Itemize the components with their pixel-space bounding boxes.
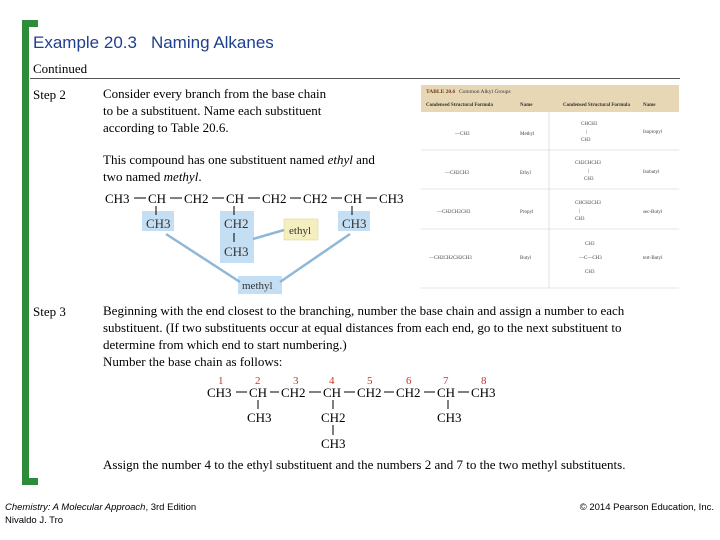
chain-atom: CH (437, 385, 456, 400)
table-cell: —CH2CH2CH2CH3 (429, 256, 472, 261)
table-cell: Ethyl (520, 171, 531, 176)
table-cell: CH3 (575, 217, 585, 222)
step-3-line: substituent. (If two substituents occur at equal distances from each end, go to the next substituent to (103, 320, 622, 335)
table-cell: CH3 (584, 177, 594, 182)
copyright: © 2014 Pearson Education, Inc. (579, 502, 714, 513)
chain-atom: CH (226, 191, 245, 206)
chain-atom: CH (323, 385, 342, 400)
chain-number: 3 (293, 375, 299, 387)
book-title: Chemistry: A Molecular Approach (5, 502, 146, 513)
methyl-arrow-right (280, 234, 350, 282)
table-cell: CH3 (585, 242, 595, 247)
ethyl-arrow (253, 230, 284, 239)
table-cell: tert-Butyl (643, 256, 663, 261)
molecule-2-diagram (200, 372, 510, 452)
green-bracket-bottom (22, 478, 38, 485)
book-edition: , 3rd Edition (145, 502, 197, 513)
step-2-note (103, 151, 413, 185)
ethyl-label: ethyl (289, 225, 311, 237)
substituent-methyl: CH3 (247, 410, 272, 425)
chain-atom: CH3 (105, 191, 130, 206)
chain-atom: CH (344, 191, 363, 206)
chain-atom: CH (249, 385, 268, 400)
chain-atom: CH2 (357, 385, 382, 400)
table-header: Name (520, 103, 533, 108)
chain-atom: CH3 (207, 385, 232, 400)
table-cell: | (588, 169, 590, 174)
table-cell: Isobutyl (643, 170, 660, 175)
continued-label: Continued (33, 61, 88, 76)
step-2-line: according to Table 20.6. (103, 120, 229, 135)
table-cell: | (586, 130, 588, 135)
chain-atom: CH (148, 191, 167, 206)
table-cell: —C—CH3 (579, 256, 602, 261)
step-3-line: determine from which end to start numbering.) (103, 337, 347, 352)
chain-atom: CH2 (396, 385, 421, 400)
step-2-line: to be a substituent. Name each substituent (103, 103, 322, 118)
table-header: Condensed Structural Formula (563, 103, 630, 108)
table-header: Name (643, 103, 656, 108)
step-2-label: Step 2 (33, 87, 66, 102)
table-cell: —CH2CH2CH3 (437, 210, 471, 215)
step-2-text (103, 85, 403, 136)
table-cell: | (579, 209, 581, 214)
step-3-line: Beginning with the end closest to the branching, number the base chain and assign a number to each (103, 303, 625, 318)
table-header: Condensed Structural Formula (426, 103, 493, 108)
chain-number: 8 (481, 375, 487, 387)
table-cell: CH2CHCH3 (575, 161, 601, 166)
substituent-methyl: CH3 (437, 410, 462, 425)
chain-number: 6 (406, 375, 412, 387)
chain-atom: CH2 (281, 385, 306, 400)
chain-atom: CH2 (262, 191, 287, 206)
step-3-line: Number the base chain as follows: (103, 354, 283, 369)
example-title: Naming Alkanes (150, 33, 274, 52)
table-cell: sec-Butyl (643, 210, 663, 215)
chain-atom: CH3 (471, 385, 496, 400)
chain-number: 5 (367, 375, 373, 387)
table-cell: CH3 (581, 138, 591, 143)
table-cell: Butyl (520, 256, 532, 261)
alkyl-groups-table (421, 85, 679, 289)
step-2-line: Consider every branch from the base chain (103, 86, 327, 101)
page-title (33, 33, 274, 53)
green-bracket-bar (22, 20, 29, 485)
step-3-text (103, 302, 683, 370)
substituent-ethyl-ch3: CH3 (224, 244, 249, 259)
chain-number: 2 (255, 375, 261, 387)
chain-atom: CH2 (303, 191, 328, 206)
methyl-label: methyl (242, 280, 273, 292)
chain-number: 1 (218, 375, 224, 387)
example-number: Example 20.3 (33, 33, 137, 52)
divider (30, 78, 680, 79)
step-3-label: Step 3 (33, 304, 66, 319)
chain-number: 7 (443, 375, 449, 387)
molecule-1-diagram (100, 186, 415, 296)
table-cell: Isopropyl (643, 130, 663, 135)
substituent-ethyl-ch2: CH2 (321, 410, 346, 425)
note-line: This compound has one substituent named ethyl and (103, 152, 375, 167)
chain-number: 4 (329, 375, 335, 387)
table-cell: —CH2CH3 (445, 171, 469, 176)
substituent-ethyl-ch2: CH2 (224, 216, 249, 231)
substituent-ethyl-ch3: CH3 (321, 436, 346, 451)
green-bracket-top (22, 20, 38, 27)
table-number: TABLE 20.6 (426, 89, 456, 95)
step-3-conclusion: Assign the number 4 to the ethyl substituent and the numbers 2 and 7 to the two methyl substituents. (103, 457, 626, 472)
book-author: Nivaldo J. Tro (5, 515, 64, 526)
note-line: two named methyl. (103, 169, 202, 184)
table-title: Common Alkyl Groups (459, 89, 511, 95)
table-cell: —CH3 (455, 132, 470, 137)
table-cell: CHCH2CH3 (575, 201, 601, 206)
chain-atom: CH3 (379, 191, 404, 206)
table-cell: CH3 (585, 270, 595, 275)
table-cell: CHCH3 (581, 122, 598, 127)
footer-citation (5, 501, 196, 527)
table-cell: Propyl (520, 210, 534, 215)
substituent-methyl: CH3 (342, 216, 367, 231)
substituent-methyl: CH3 (146, 216, 171, 231)
chain-atom: CH2 (184, 191, 209, 206)
table-cell: Methyl (520, 132, 535, 137)
